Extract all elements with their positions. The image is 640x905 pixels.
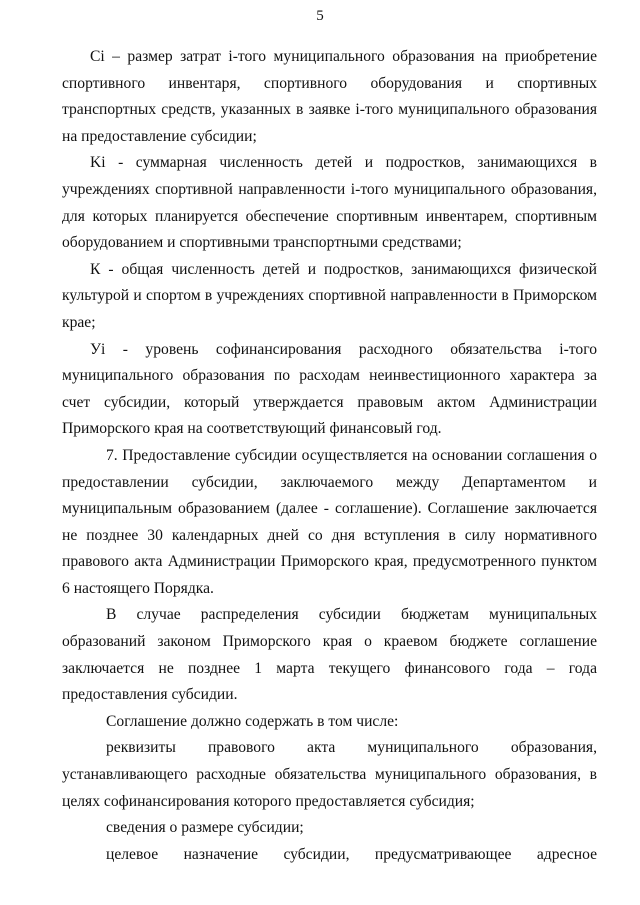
page-number: 5	[316, 8, 324, 24]
paragraph-item-7: 7. Предоставление субсидии осуществляется на основании соглашения о предоставлении субсидии, заключаемого между Департаментом и муниципальным образованием (далее - соглашение). Соглашение заключается не позднее 30 календарных дней со дня вступления в силу нормативного правового акта Администрации Приморского края, предусмотренного пунктом 6 настоящего Порядка.	[62, 446, 597, 597]
paragraph-legal-act-details: реквизиты правового акта муниципального образования, устанавливающего расходные обязательства муниципального образования, в целях софинансирования которого предоставляется субсидия;	[62, 739, 597, 810]
paragraph-target-purpose: целевое назначение субсидии, предусматривающее адресное	[106, 845, 597, 863]
paragraph-distribution-case: В случае распределения субсидии бюджетам муниципальных образований законом Приморского края о краевом бюджете соглашение заключается не позднее 1 марта текущего финансового года – года предоставления субсидии.	[62, 606, 597, 704]
paragraph-ki-definition: Ki - суммарная численность детей и подростков, занимающихся в учреждениях спортивной направленности i-того муниципального образования, для которых планируется обеспечение спортивным инвентарем, спортивным оборудованием и спортивными транспортными средствами;	[62, 154, 597, 252]
paragraph-agreement-contents: Соглашение должно содержать в том числе:	[106, 712, 399, 730]
paragraph-yi-definition: Уi - уровень софинансирования расходного обязательства i-того муниципального образования по расходам неинвестиционного характера за счет субсидии, который утверждается правовым актом Администрации Приморского края на соответствующий финансовый год.	[62, 340, 597, 438]
paragraph-k-definition: К - общая численность детей и подростков, занимающихся физической культурой и спортом в учреждениях спортивной направленности в Приморском крае;	[62, 260, 597, 331]
paragraph-subsidy-amount: сведения о размере субсидии;	[106, 819, 304, 837]
document-body	[62, 44, 597, 868]
paragraph-ci-definition: Ci – размер затрат i-того муниципального образования на приобретение спортивного инвентаря, спортивного оборудования и спортивных транспортных средств, указанных в заявке i-того муниципального образования на предоставление субсидии;	[62, 48, 597, 145]
